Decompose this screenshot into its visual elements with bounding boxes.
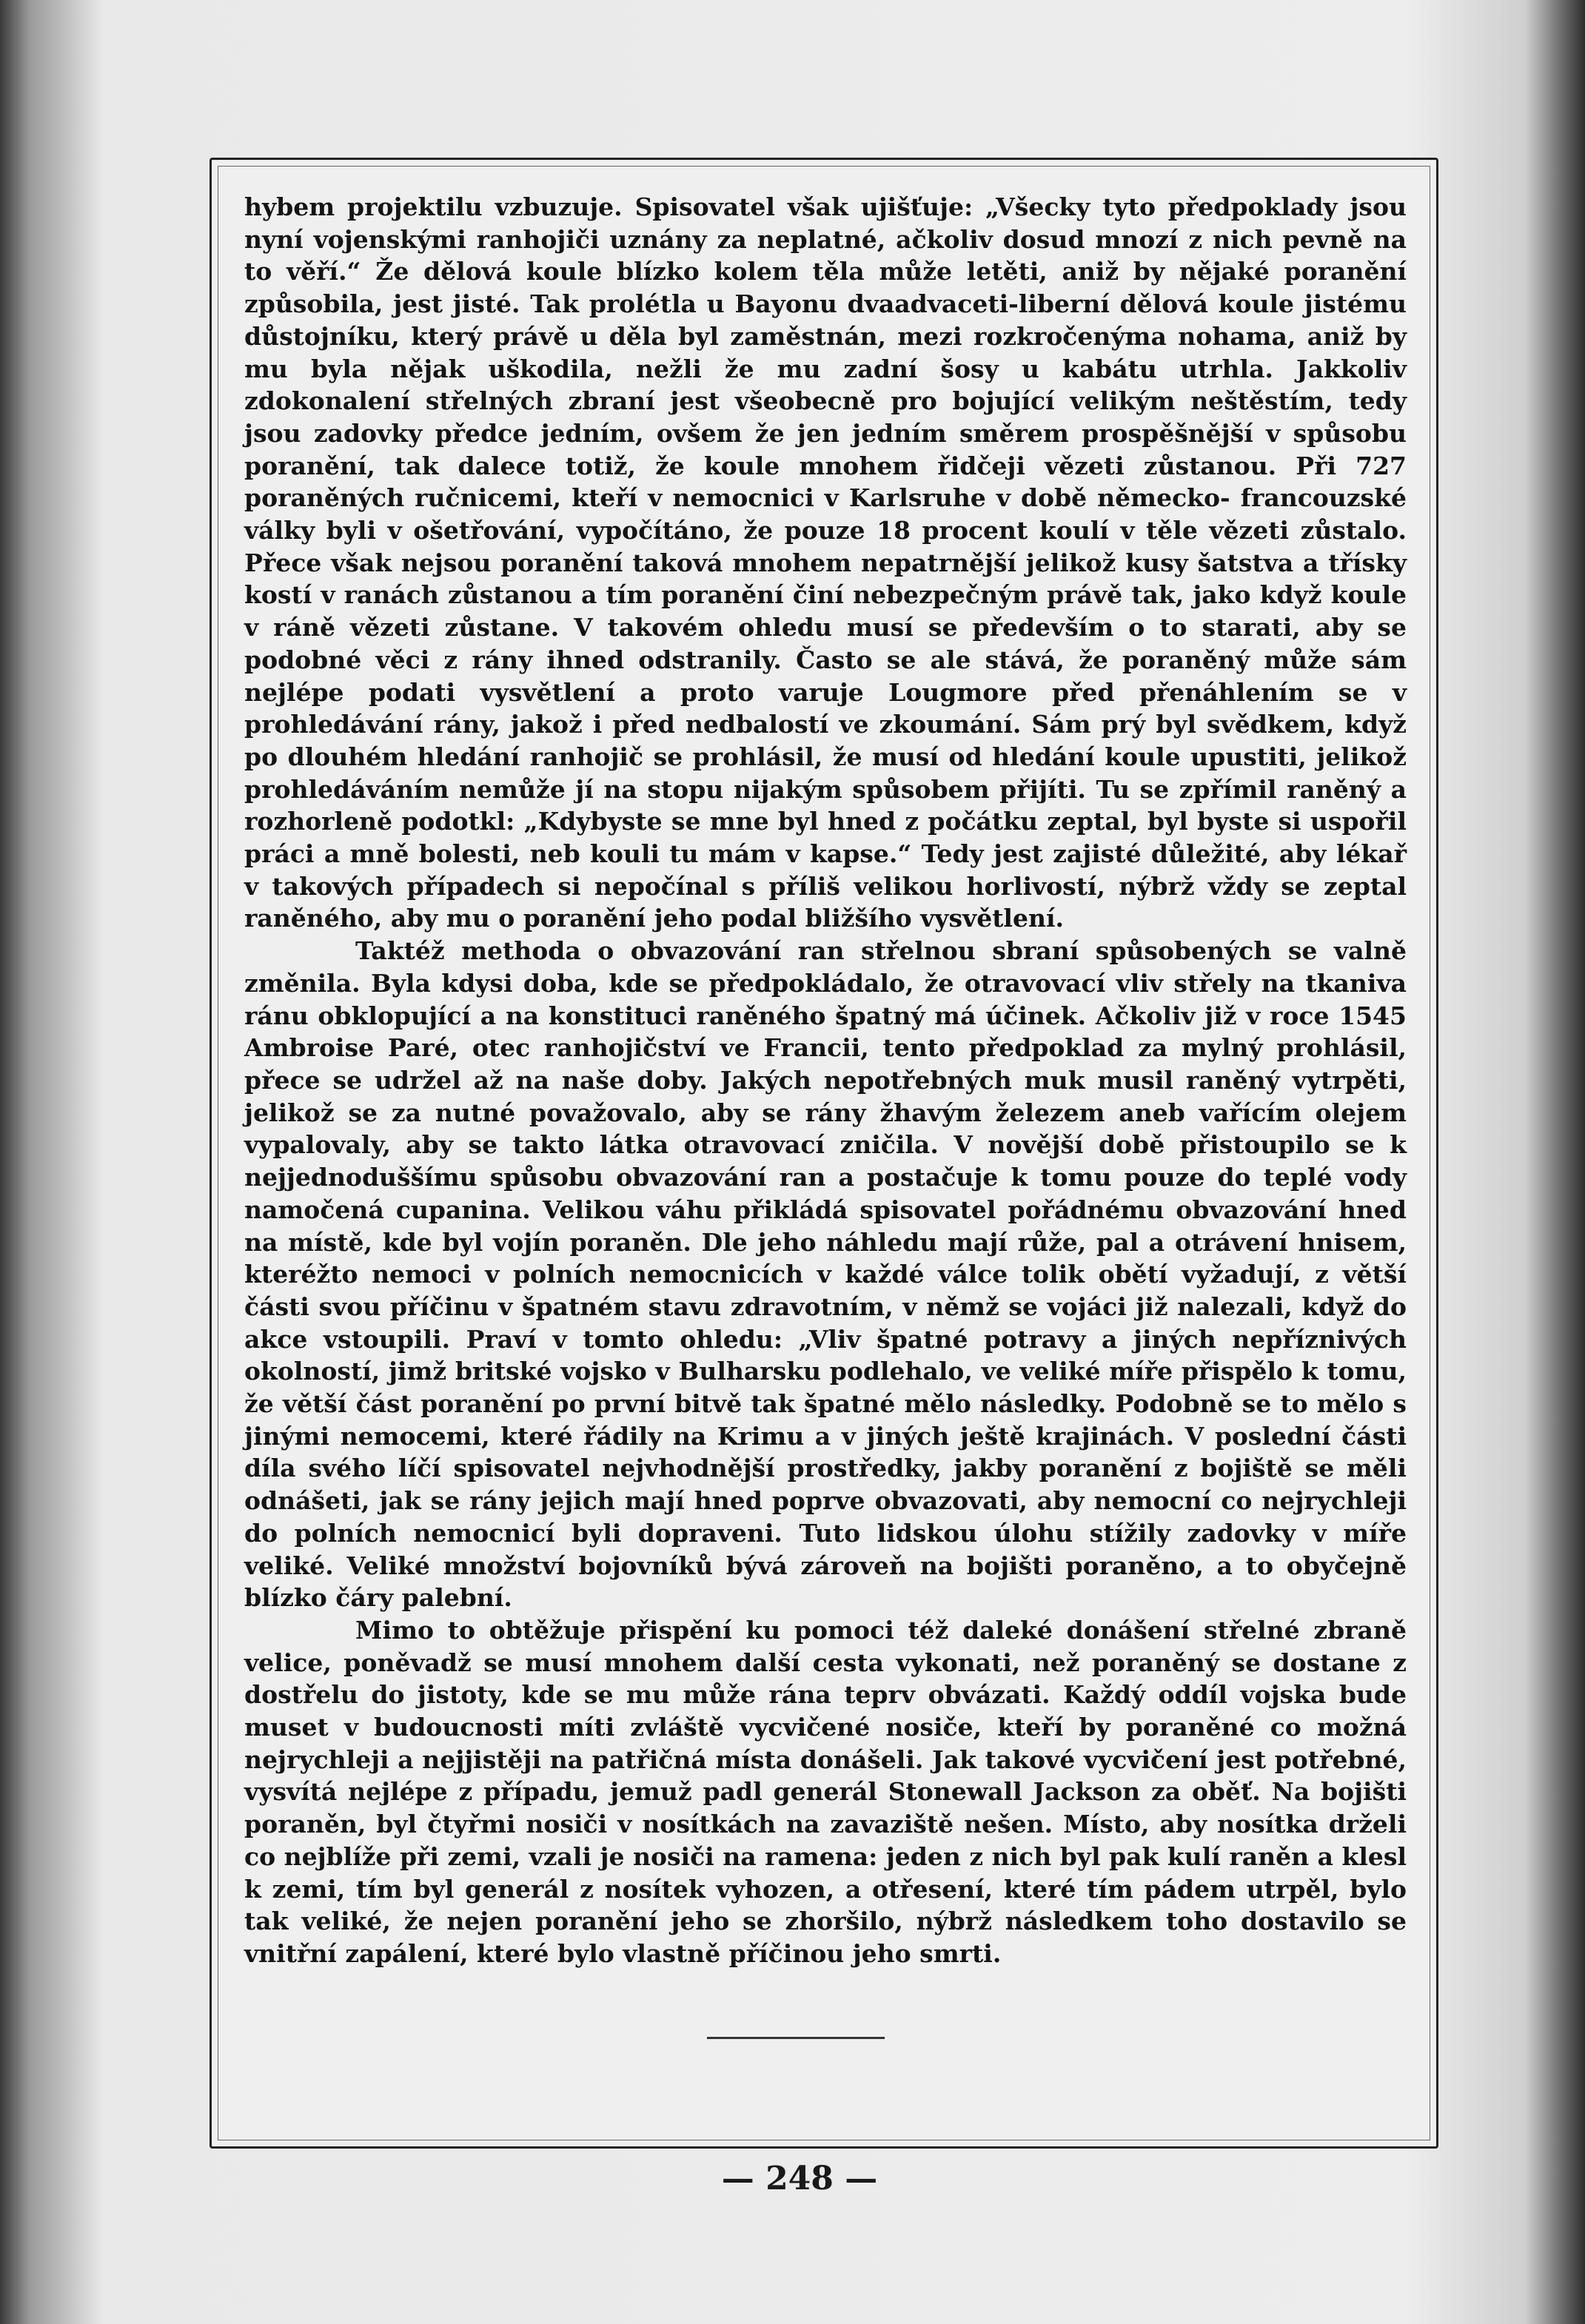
paragraph-1: hybem projektilu vzbuzuje. Spisovatel však ujišťuje: „Všecky tyto předpoklady jsou nyní vojenskými ranhojiči uznány za neplatné, ačkoliv dosud mnozí z nich pevně na to věří.“ Že dělová koule blízko kolem těla může letěti, aniž by nějaké poranění způsobila, jest jisté. Tak prolétla u Bayonu dvaadvaceti-liberní dělová koule jistému důstojníku, který právě u děla byl zaměstnán, mezi rozkročenýma nohama, aniž by mu byla nějak uškodila, nežli že mu zadní šosy u kabátu utrhla. Jakkoliv zdokonalení střelných zbraní jest všeobecně pro bojující velikým neštěstím, tedy jsou zadovky předce jedním, ovšem že jen jedním směrem prospěšnější v spůsobu poranění, tak dalece totiž, že koule mnohem řidčeji vězeti zůstanou. Při 727 poraněných ručnicemi, kteří v nemocnici v Karlsruhe v době německo- francouzské války byli v ošetřování, vypočítáno, že pouze 18 procent koulí v těle vězeti zůstalo. Přece však nejsou poranění taková mnohem nepatrnější jelikož kusy šatstva a třísky kostí v ranách zůstanou a tím poranění činí nebezpečným právě tak, jako když koule v ráně vězeti zůstane. V takovém ohledu musí se především o to starati, aby se podobné věci z rány ihned odstranily. Často se ale stává, že poraněný může sám nejlépe podati vysvětlení a proto varuje Lougmore před přenáhlením se v prohledávání rány, jakož i před nedbalostí ve zkoumání. Sám prý byl svědkem, když po dlouhém hledání ranhojič se prohlásil, že musí od hledání koule upustiti, jelikož prohledáváním nemůže jí na stopu nijakým spůsobem přijíti. Tu se zpřímil raněný a rozhorleně podotkl: „Kdybyste se mne byl hned z počátku zeptal, byl byste si uspořil práci a mně bolesti, neb kouli tu mám v kapse.“ Tedy jest zajisté důležité, aby lékař v takových případech si nepočínal s příliš velikou horlivostí, nýbrž vždy se zeptal raněného, aby mu o poranění jeho podal bližšího vysvětlení. [244, 192, 1407, 933]
section-end-rule [707, 2037, 885, 2039]
paragraph-2: Taktéž methoda o obvazování ran střelnou sbraní spůsobených se valně změnila. Byla kdysi doba, kde se předpokládalo, že otravovací vliv střely na tkaniva ránu obklopující a na konstituci raněného špatný má účinek. Ačkoliv již v roce 1545 Ambroise Paré, otec ranhojičství ve Francii, tento předpoklad za mylný prohlásil, přece se udržel až na naše doby. Jakých nepotřebných muk musil raněný vytrpěti, jelikož se za nutné považovalo, aby se rány žhavým železem aneb vařícím olejem vypalovaly, aby se takto látka otravovací zničila. V novější době přistoupilo se k nejjednoduššímu spůsobu obvazování ran a postačuje k tomu pouze do teplé vody namočená cupanina. Velikou váhu přikládá spisovatel pořádnému obvazování hned na místě, kde byl vojín poraněn. Dle jeho náhledu mají růže, pal a otrávení hnisem, kteréžto nemoci v polních nemocnicích v každé válce tolik obětí vyžadují, z větší části svou příčinu v špatném stavu zdravotním, v němž se vojáci již nalezali, když do akce vstoupili. Praví v tomto ohledu: „Vliv špatné potravy a jiných nepříznivých okolností, jimž britské vojsko v Bulharsku podlehalo, ve veliké míře přispělo k tomu, že větší část poranění po první bitvě tak špatné mělo následky. Podobně se to mělo s jinými nemocemi, které řádily na Krimu a v jiných ještě krajinách. V poslední části díla svého líčí spisovatel nejvhodnější prostředky, jakby poranění z bojiště se měli odnášeti, jak se rány jejich mají hned poprve obvazovati, aby nemocní co nejrychleji do polních nemocnicí byli dopraveni. Tuto lidskou úlohu stížily zadovky v míře veliké. Veliké množství bojovníků bývá zároveň na bojišti poraněno, a to obyčejně blízko čáry palební. [244, 936, 1407, 1613]
page-number: — 248 — [721, 2160, 878, 2197]
paragraph-3: Mimo to obtěžuje přispění ku pomoci též daleké donášení střelné zbraně velice, poněvadž se musí mnohem další cesta vykonati, než poraněný se dostane z dostřelu do jistoty, kde se mu může rána teprv obvázati. Každý oddíl vojska bude muset v budoucnosti míti zvláště vycvičené nosiče, kteří by poraněné co možná nejrychleji a nejjistěji na patřičná místa donášeli. Jak takové vycvičení jest potřebné, vysvítá nejlépe z případu, jemuž padl generál Stonewall Jackson za oběť. Na bojišti poraněn, byl čtyřmi nosiči v nosítkách na zavaziště nešen. Místo, aby nosítka drželi co nejblíže při zemi, vzali je nosiči na ramena: jeden z nich byl pak kulí raněn a klesl k zemi, tím byl generál z nosítek vyhozen, a otřesení, které tím pádem utrpěl, bylo tak veliké, že nejen poranění jeho se zhoršilo, nýbrž následkem toho dostavilo se vnitřní zapálení, které bylo vlastně příčinou jeho smrti. [244, 1615, 1407, 1968]
body-text [244, 191, 1407, 1970]
